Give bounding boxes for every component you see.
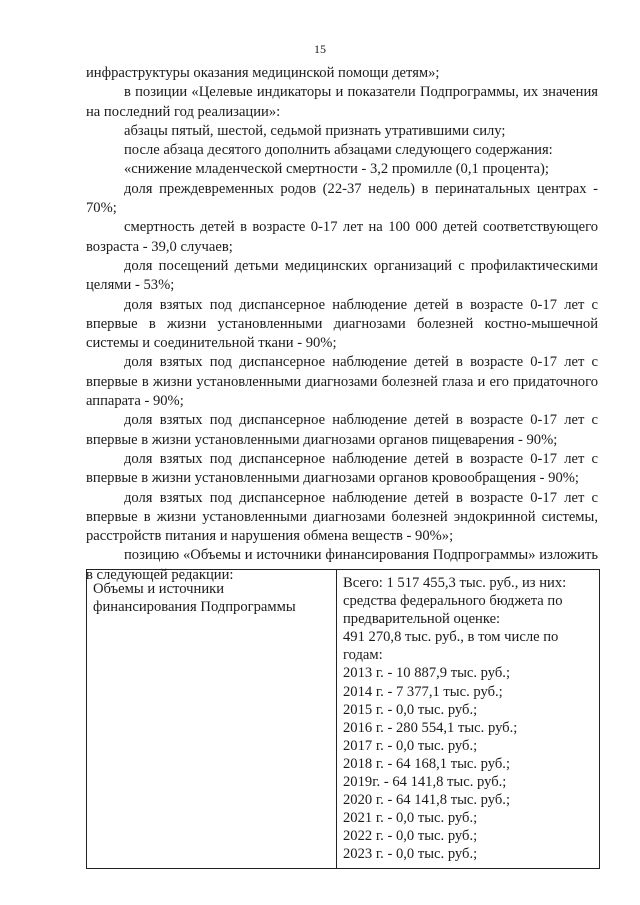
paragraph: смертность детей в возрасте 0-17 лет на 100 000 детей соответствующего возраста - 39,0 случаев; [86, 219, 598, 255]
financing-label-cell: Объемы и источники финансирования Подпрограммы [87, 570, 337, 869]
table-row [87, 570, 600, 869]
financing-line: годам: [343, 647, 383, 664]
financing-line: 2023 г. - 0,0 тыс. руб.; [343, 846, 478, 863]
page-number: 15 [314, 42, 326, 56]
paragraph: доля взятых под диспансерное наблюдение детей в возрасте 0-17 лет с впервые в жизни установленными диагнозами болезней костно-мышечной системы и соединительной ткани - 90%; [86, 296, 598, 352]
financing-line: предварительной оценке: [343, 611, 501, 628]
paragraph: после абзаца десятого дополнить абзацами следующего содержания: [124, 142, 553, 159]
financing-table [86, 569, 600, 869]
financing-line: 491 270,8 тыс. руб., в том числе по [343, 629, 559, 646]
paragraph: абзацы пятый, шестой, седьмой признать утратившими силу; [124, 122, 506, 139]
paragraph: доля взятых под диспансерное наблюдение детей в возрасте 0-17 лет с впервые в жизни установленными диагнозами органов пищеварения - 90%; [86, 412, 598, 448]
financing-values-cell [337, 570, 600, 869]
paragraph: инфраструктуры оказания медицинской помощи детям»; [86, 65, 440, 81]
paragraph: позицию «Объемы и источники финансирования Подпрограммы» изложить в следующей редакции: [86, 547, 598, 583]
paragraph: доля взятых под диспансерное наблюдение детей в возрасте 0-17 лет с впервые в жизни установленными диагнозами органов кровообращения - 90%; [86, 450, 598, 487]
financing-line: 2015 г. - 0,0 тыс. руб.; [343, 701, 478, 718]
financing-line: 2016 г. - 280 554,1 тыс. руб.; [343, 719, 518, 736]
paragraph: в позиции «Целевые индикаторы и показатели Подпрограммы, их значения на последний год реализации»: [86, 84, 598, 120]
financing-line: 2019г. - 64 141,8 тыс. руб.; [343, 774, 507, 791]
document-body [86, 64, 598, 585]
paragraph: доля преждевременных родов (22-37 недель) в перинатальных центрах - 70%; [86, 180, 598, 217]
financing-line: 2013 г. - 10 887,9 тыс. руб.; [343, 665, 511, 682]
financing-line: 2017 г. - 0,0 тыс. руб.; [343, 737, 478, 754]
financing-line: 2014 г. - 7 377,1 тыс. руб.; [343, 683, 503, 700]
financing-line: средства федерального бюджета по [343, 593, 563, 610]
paragraph: доля взятых под диспансерное наблюдение детей в возрасте 0-17 лет с впервые в жизни установленными диагнозами болезней эндокринной системы, расстройств питания и нарушения обмена веществ - 90%»; [86, 489, 598, 545]
paragraph: «снижение младенческой смертности - 3,2 промилле (0,1 процента); [124, 161, 549, 178]
financing-line: 2021 г. - 0,0 тыс. руб.; [343, 810, 478, 827]
financing-line: 2020 г. - 64 141,8 тыс. руб.; [343, 792, 511, 809]
financing-line: 2022 г. - 0,0 тыс. руб.; [343, 828, 478, 845]
financing-line: Всего: 1 517 455,3 тыс. руб., из них: [343, 575, 567, 591]
paragraph: доля посещений детьми медицинских организаций с профилактическими целями - 53%; [86, 257, 598, 294]
paragraph: доля взятых под диспансерное наблюдение детей в возрасте 0-17 лет с впервые в жизни установленными диагнозами болезней глаза и его придаточного аппарата - 90%; [86, 354, 598, 410]
financing-line: 2018 г. - 64 168,1 тыс. руб.; [343, 755, 511, 772]
